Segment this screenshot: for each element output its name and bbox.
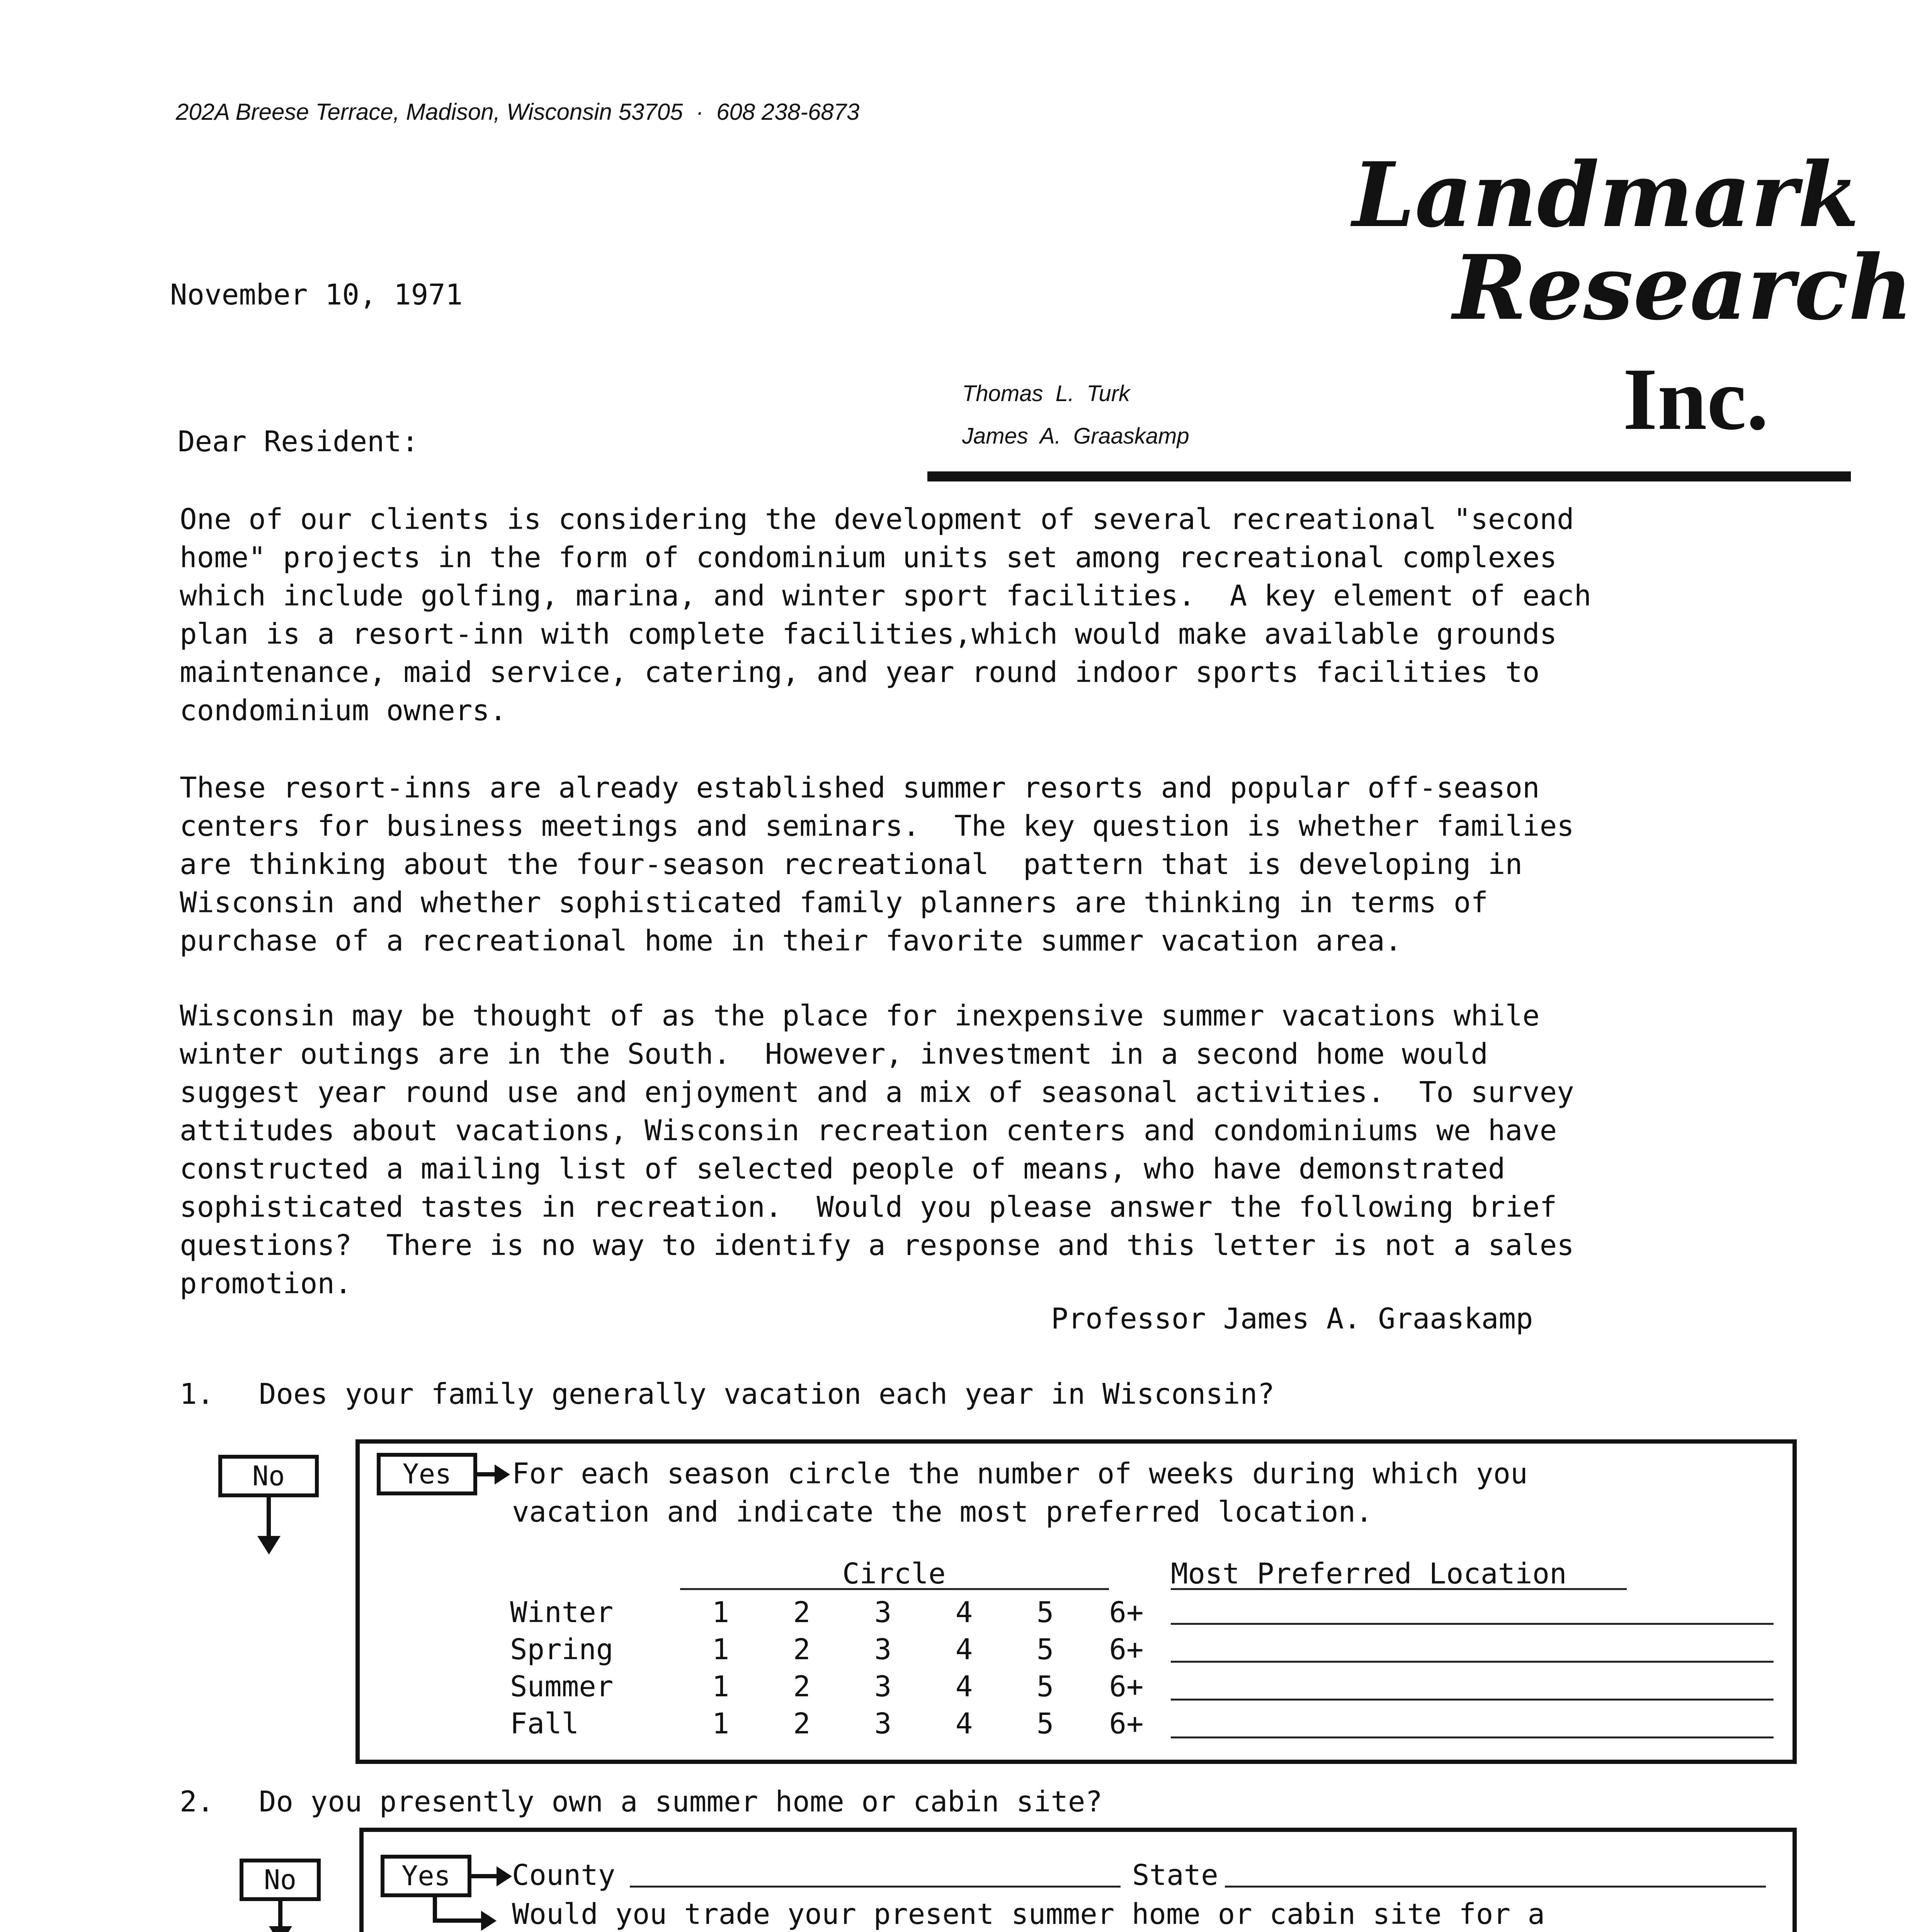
body-paragraph-1: One of our clients is considering the development of several recreational "second home" projects in the form of condominium units set among recreational complexes which include golfing, marina, and winter sport facilities. A key element of each plan is a resort-inn with complete facilities,which would make available grounds maintenance, maid service, catering, and year round indoor sports facilities to condominium owners. xyxy=(180,503,1592,727)
week-option[interactable]: 4 xyxy=(955,1707,973,1740)
week-option[interactable]: 3 xyxy=(874,1633,892,1666)
logo-line-research: Research xyxy=(1453,236,1913,340)
week-option[interactable]: 6+ xyxy=(1109,1633,1144,1666)
season-name: Fall xyxy=(510,1707,579,1740)
letterhead-address: 202A Breese Terrace, Madison, Wisconsin 53705 · 608 238-6873 xyxy=(176,99,860,125)
q2-yes-arrow-icon xyxy=(497,1866,512,1886)
q2-county-label: County xyxy=(512,1859,616,1892)
season-row-spring xyxy=(510,1631,1167,1668)
week-option[interactable]: 2 xyxy=(793,1670,811,1703)
week-option[interactable]: 1 xyxy=(712,1707,730,1740)
q1-circle-header: Circle xyxy=(842,1557,946,1590)
week-option[interactable]: 3 xyxy=(874,1596,892,1629)
q1-location-field-fall[interactable] xyxy=(1171,1736,1774,1738)
logo-line-inc: Inc. xyxy=(1623,350,1769,448)
week-option[interactable]: 2 xyxy=(793,1633,811,1666)
q1-location-header-rule xyxy=(1171,1588,1627,1590)
letter-date: November 10, 1971 xyxy=(170,278,463,311)
week-option[interactable]: 6+ xyxy=(1109,1707,1144,1740)
q2-trade-arrow-icon xyxy=(481,1911,497,1931)
week-option[interactable]: 4 xyxy=(955,1633,973,1666)
q1-yes-option[interactable]: Yes xyxy=(377,1453,477,1495)
logo-line-landmark: Landmark xyxy=(1352,143,1859,247)
q1-circle-header-rule xyxy=(680,1588,1109,1590)
signature: Professor James A. Graaskamp xyxy=(1051,1302,1533,1335)
q1-number: 1. xyxy=(180,1378,214,1411)
q2-county-field[interactable] xyxy=(630,1886,1121,1888)
q2-yes-arrow-stem xyxy=(471,1874,498,1878)
week-option[interactable]: 2 xyxy=(793,1707,811,1740)
q1-location-field-spring[interactable] xyxy=(1171,1661,1774,1663)
season-row-winter xyxy=(510,1594,1167,1631)
q2-question: Do you presently own a summer home or cabin site? xyxy=(259,1785,1103,1818)
q1-location-field-winter[interactable] xyxy=(1171,1623,1774,1625)
letterhead-rule xyxy=(927,471,1851,481)
week-option[interactable]: 4 xyxy=(955,1596,973,1629)
q2-yes-option[interactable]: Yes xyxy=(381,1855,471,1897)
body-paragraph-3: Wisconsin may be thought of as the place for inexpensive summer vacations while winter outings are in the South. However, investment in a second home would suggest year round use and enjoyment and a mix of seasonal activities. To survey attitudes about vacations, Wisconsin recreation centers and condominiums we have constructed a mailing list of selected people of means, who have demonstrated sophisticated tastes in recreation. Would you please answer the following brief questions? There is no way to identify a response and this letter is not a sales promotion. xyxy=(180,999,1574,1300)
season-name: Summer xyxy=(510,1670,614,1703)
q1-location-field-summer[interactable] xyxy=(1171,1699,1774,1701)
q1-no-option[interactable]: No xyxy=(218,1455,319,1497)
week-option[interactable]: 6+ xyxy=(1109,1596,1144,1629)
season-name: Winter xyxy=(510,1596,614,1629)
q1-yes-arrow-icon xyxy=(495,1464,510,1485)
q2-no-arrow-icon xyxy=(269,1926,292,1932)
week-option[interactable]: 5 xyxy=(1036,1707,1054,1740)
week-option[interactable]: 1 xyxy=(712,1670,730,1703)
q1-no-arrow-stem xyxy=(267,1497,271,1540)
q2-no-option[interactable]: No xyxy=(240,1859,321,1901)
week-option[interactable]: 1 xyxy=(712,1633,730,1666)
salutation: Dear Resident: xyxy=(178,425,419,458)
partner-turk: Thomas L. Turk xyxy=(962,381,1130,406)
week-option[interactable]: 6+ xyxy=(1109,1670,1144,1703)
q1-no-arrow-icon xyxy=(257,1536,281,1554)
week-option[interactable]: 1 xyxy=(712,1596,730,1629)
body-paragraph-2: These resort-inns are already established summer resorts and popular off-season centers for business meetings and seminars. The key question is whether families are thinking about the four-season recreational pattern that is developing in Wisconsin and whether sophisticated family planners are thinking in terms of purchase of a recreational home in their favorite summer vacation area. xyxy=(180,771,1574,957)
q2-no-arrow-stem xyxy=(278,1901,282,1928)
q2-number: 2. xyxy=(180,1785,214,1818)
week-option[interactable]: 5 xyxy=(1036,1670,1054,1703)
q2-trade-arrow-bar xyxy=(433,1918,483,1923)
season-row-summer xyxy=(510,1668,1167,1705)
q1-question: Does your family generally vacation each year in Wisconsin? xyxy=(259,1378,1275,1411)
q1-season-grid xyxy=(510,1594,1167,1742)
week-option[interactable]: 5 xyxy=(1036,1596,1054,1629)
q2-trade-question: Would you trade your present summer home or cabin site for a xyxy=(512,1898,1545,1931)
q2-state-label: State xyxy=(1132,1859,1218,1892)
season-row-fall xyxy=(510,1705,1167,1742)
week-option[interactable]: 3 xyxy=(874,1707,892,1740)
partner-graaskamp: James A. Graaskamp xyxy=(962,423,1189,449)
week-option[interactable]: 2 xyxy=(793,1596,811,1629)
week-option[interactable]: 3 xyxy=(874,1670,892,1703)
q1-location-header: Most Preferred Location xyxy=(1171,1557,1567,1590)
q2-state-field[interactable] xyxy=(1225,1886,1766,1888)
week-option[interactable]: 5 xyxy=(1036,1633,1054,1666)
week-option[interactable]: 4 xyxy=(955,1670,973,1703)
season-name: Spring xyxy=(510,1633,614,1666)
q1-instruction: For each season circle the number of weeks during which you vacation and indicate the most preferred location. xyxy=(512,1457,1528,1529)
